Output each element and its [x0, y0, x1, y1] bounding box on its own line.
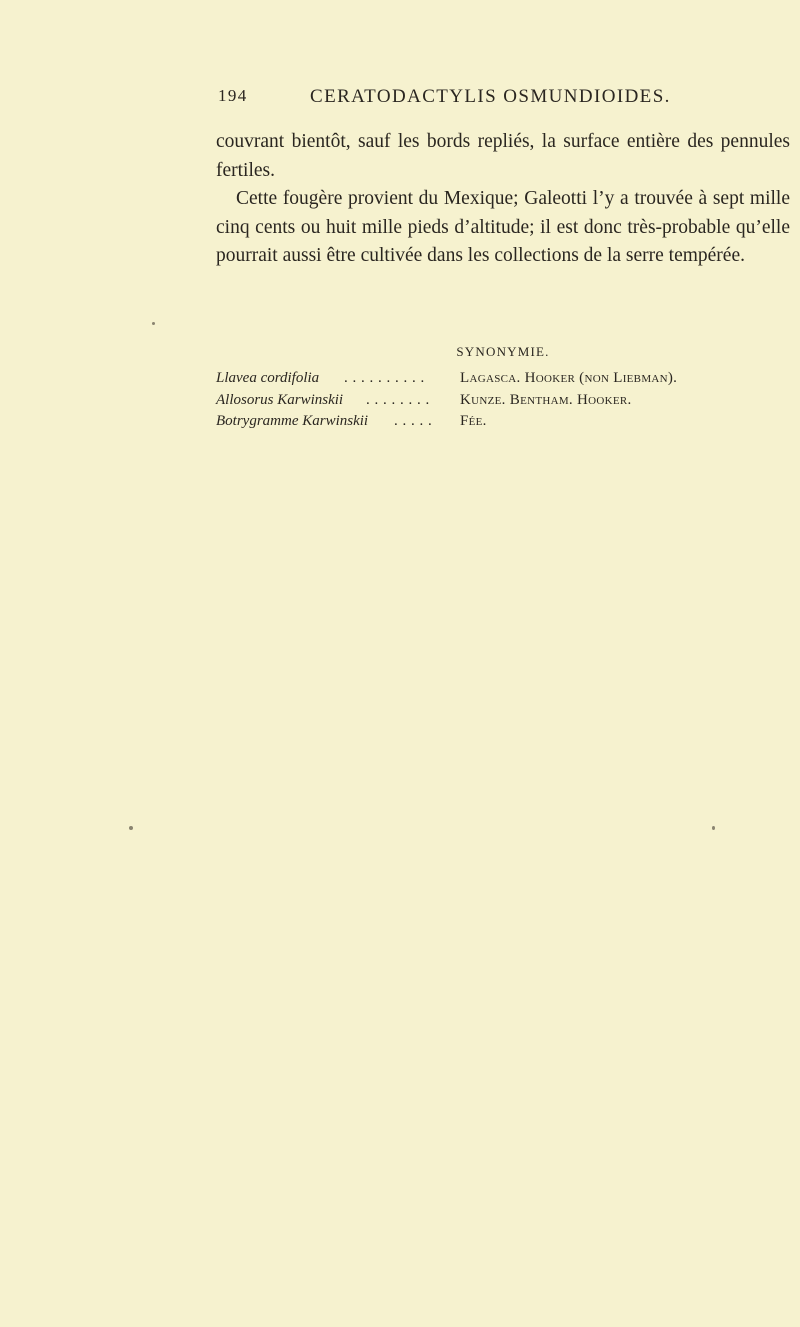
synonym-authority: Lagasca. Hooker (non Liebman).	[460, 370, 678, 386]
paragraph-continuation: couvrant bientôt, sauf les bords repliés, la surface entière des pennules fertiles.	[216, 131, 790, 181]
paper-speck	[712, 826, 715, 830]
page-number: 194	[218, 86, 248, 105]
synonymy-list	[216, 368, 796, 433]
paper-speck	[129, 826, 133, 830]
paper-speck	[152, 322, 155, 325]
leader-dots: . . . . . . . . . .	[344, 370, 425, 386]
body-text	[216, 128, 790, 271]
running-title: CERATODACTYLIS OSMUNDIOIDES.	[310, 86, 671, 107]
synonym-authority: Fée.	[460, 413, 487, 429]
leader-dots: . . . . .	[394, 413, 433, 429]
synonymy-entry	[216, 411, 796, 433]
synonymy-title: SYNONYMIE.	[456, 344, 550, 359]
synonymy-entry	[216, 390, 796, 412]
leader-dots: . . . . . . . .	[366, 391, 430, 408]
synonym-name: Allosorus Karwinskii	[216, 391, 344, 408]
synonymy-entry	[216, 368, 796, 390]
running-head	[218, 86, 678, 112]
paragraph-origin: Cette fougère provient du Mexique; Galeotti l’y a trouvée à sept mille cinq cents ou huit mille pieds d’altitude; il est donc très-probable qu’elle pourrait aussi être cultivée dans les collections de la serre tempérée.	[216, 188, 790, 266]
synonym-name: Llavea cordifolia	[216, 370, 320, 386]
synonym-name: Botrygramme Karwinskii	[216, 413, 369, 429]
synonym-authority: Kunze. Bentham. Hooker.	[460, 391, 632, 408]
